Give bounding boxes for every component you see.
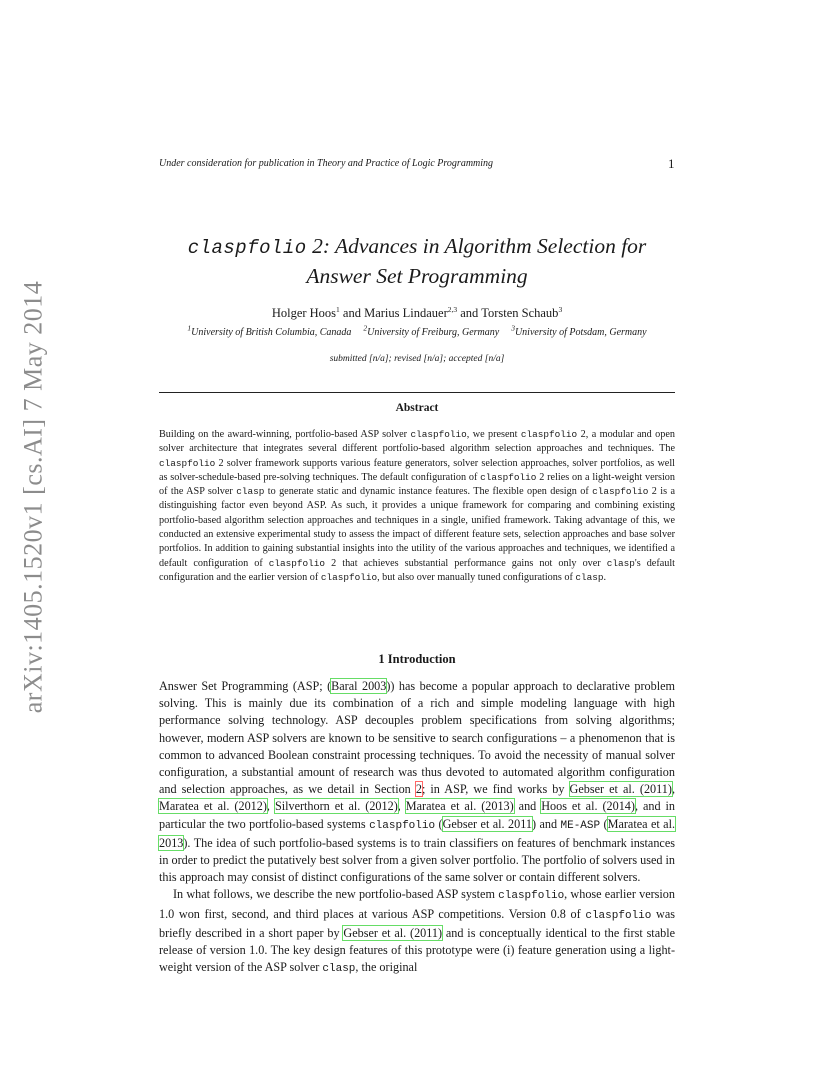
code-claspfolio: claspfolio bbox=[520, 429, 578, 440]
abstract-body bbox=[159, 428, 675, 585]
code-me-asp: ME-ASP bbox=[560, 819, 601, 832]
author-schaub-affil: 3 bbox=[558, 304, 563, 314]
page-number: 1 bbox=[668, 156, 675, 171]
code-claspfolio: claspfolio bbox=[585, 909, 652, 922]
arxiv-stamp bbox=[2, 268, 64, 726]
citation-link[interactable]: Hoos et al. (2014) bbox=[541, 799, 635, 814]
affiliation-item bbox=[511, 323, 647, 338]
body-text: Answer Set Programming (ASP; ( bbox=[159, 679, 332, 693]
abstract-text: 's default configuration and the earlier version of bbox=[159, 557, 675, 583]
abstract-heading: Abstract bbox=[395, 402, 439, 414]
code-claspfolio: claspfolio bbox=[480, 471, 537, 483]
citation-link[interactable]: Maratea et al. 2013 bbox=[159, 816, 676, 850]
citation-link[interactable]: Silverthorn et al. (2012) bbox=[274, 799, 398, 814]
code-claspfolio: claspfolio bbox=[320, 571, 378, 583]
body-text: , bbox=[671, 782, 675, 797]
citation-link[interactable]: Gebser et al. 2011 bbox=[442, 816, 532, 831]
title-line1: 2: Advances in Algorithm Selection for bbox=[306, 234, 647, 258]
affiliations bbox=[100, 323, 734, 338]
body-text: , whose earlier version 1.0 won first, second, and third places at various ASP competitions. Version 0.8 of bbox=[159, 887, 675, 921]
title-system-name: claspfolio bbox=[187, 237, 307, 259]
running-head: Under consideration for publication in Theory and Practice of Logic Programming bbox=[159, 158, 494, 169]
code-clasp: clasp bbox=[322, 963, 356, 976]
arxiv-identifier: arXiv:1405.1520v1 [cs.AI] 7 May 2014 bbox=[18, 280, 47, 714]
title-line2: Answer Set Programming bbox=[306, 264, 528, 288]
paper-title bbox=[100, 232, 734, 290]
author-lindauer: and Marius Lindauer bbox=[339, 306, 448, 320]
abstract-text: Building on the award-winning, portfolio-based ASP solver bbox=[159, 429, 411, 440]
divider bbox=[159, 392, 675, 393]
code-claspfolio: claspfolio bbox=[159, 457, 216, 469]
section-heading-introduction: 1 Introduction bbox=[378, 652, 456, 666]
body-text: , the original bbox=[355, 960, 418, 975]
affiliation-marker: 1 bbox=[187, 323, 192, 333]
affiliation-item bbox=[187, 323, 352, 338]
paragraph bbox=[159, 886, 675, 978]
body-text: and bbox=[513, 799, 542, 814]
body-text: ( bbox=[435, 816, 443, 831]
author-schaub: and Torsten Schaub bbox=[457, 306, 559, 320]
affiliation-marker: 3 bbox=[511, 323, 515, 333]
affiliation-item bbox=[363, 323, 500, 338]
code-claspfolio: claspfolio bbox=[268, 557, 326, 569]
abstract-text: , we present bbox=[466, 429, 521, 440]
affiliation-text: University of Potsdam, Germany bbox=[514, 327, 647, 338]
code-claspfolio: claspfolio bbox=[498, 890, 565, 903]
body-text: , and in particular the two portfolio-based systems bbox=[159, 799, 676, 831]
introduction-body bbox=[159, 678, 675, 978]
code-claspfolio: claspfolio bbox=[410, 429, 467, 440]
body-text: , bbox=[266, 799, 275, 814]
abstract-text: to generate static and dynamic instance features. The flexible open design of bbox=[264, 486, 593, 498]
citation-link[interactable]: Gebser et al. (2011) bbox=[569, 782, 672, 797]
body-text: and is conceptually identical to the first stable release of version 1.0. The key design features of this prototype were (i) feature generation using a light-weight version of the ASP solver bbox=[159, 925, 675, 975]
affiliation-text: University of British Columbia, Canada bbox=[191, 327, 352, 338]
code-clasp: clasp bbox=[606, 557, 635, 569]
body-text: ) and bbox=[531, 816, 561, 831]
citation-link[interactable]: Maratea et al. (2013) bbox=[405, 799, 514, 814]
code-claspfolio: claspfolio bbox=[592, 486, 649, 498]
citation-link[interactable]: Gebser et al. (2011) bbox=[343, 925, 443, 940]
section-ref-link[interactable]: 2 bbox=[415, 782, 422, 797]
abstract-text: . bbox=[603, 571, 607, 583]
abstract-text: 2 is a distinguishing factor even beyond ASP. As such, it provides a unique framework for comparing and combining existing portfolio-based algorithm selection approaches and techniques in a single, unified framework. Taking advantage of this, we conducted an extensive experimental study to assess the impact of different feature sets, selection approaches and base solver portfolios. In addition to gaining substantial insights into the utility of the various approaches and techniques, we identified a default configuration of bbox=[159, 486, 676, 569]
author-hoos-affil: 1 bbox=[336, 304, 340, 314]
code-clasp: clasp bbox=[236, 486, 265, 498]
abstract-text: 2 relies on a light-weight version of the ASP solver bbox=[159, 471, 675, 498]
body-text: ). The idea of such portfolio-based systems is to train classifiers on features of benchmark instances in order to predict the putatively best solver from a given solver portfolio. The portfolio of solvers used in this approach may consist of distinct configurations of the same solver or contain different solvers. bbox=[159, 835, 675, 885]
submission-status: submitted [n/a]; revised [n/a]; accepted [n/a] bbox=[329, 354, 505, 364]
citation-link[interactable]: Maratea et al. (2012) bbox=[159, 799, 267, 814]
abstract-text: 2 solver framework supports various feature generators, solver selection approaches, solver portfolios, as well as solver-schedule-based pre-solving techniques. The default configuration of bbox=[159, 457, 675, 483]
body-text: was briefly described in a short paper by bbox=[159, 906, 675, 940]
abstract-text: , but also over manually tuned configurations of bbox=[377, 571, 576, 583]
citation-link[interactable]: Baral 2003 bbox=[331, 679, 387, 693]
paragraph bbox=[159, 678, 675, 886]
code-claspfolio: claspfolio bbox=[369, 819, 436, 832]
author-lindauer-affil: 2,3 bbox=[447, 304, 458, 314]
author-hoos: Holger Hoos bbox=[271, 306, 337, 320]
code-clasp: clasp bbox=[575, 571, 604, 583]
body-text: ( bbox=[600, 816, 608, 831]
body-text: )) has become a popular approach to declarative problem solving. This is mainly due its combination of a rich and simple modeling language with high performance solving technology. ASP decouples problem specifications from solving algorithms; however, modern ASP solvers are known to be sensitive to search configurations – a phenomenon that is common to advanced Boolean constraint processing techniques. To avoid the necessity of manual solver configuration, a substantial amount of research was thus devoted to automated algorithm configuration and selection approaches, as we detail in Section bbox=[159, 679, 675, 797]
abstract-text: 2 that achieves substantial performance gains not only over bbox=[325, 557, 607, 569]
body-text: ; in ASP, we find works by bbox=[421, 782, 570, 797]
affiliation-text: University of Freiburg, Germany bbox=[367, 327, 500, 338]
affiliation-marker: 2 bbox=[363, 323, 368, 333]
body-text: , bbox=[397, 799, 406, 814]
author-list bbox=[100, 306, 734, 321]
abstract-text: 2, a modular and open solver architecture that integrates several different portfolio-based algorithm selection approaches and techniques. The bbox=[159, 429, 675, 455]
body-text: In what follows, we describe the new portfolio-based ASP system bbox=[173, 887, 499, 902]
